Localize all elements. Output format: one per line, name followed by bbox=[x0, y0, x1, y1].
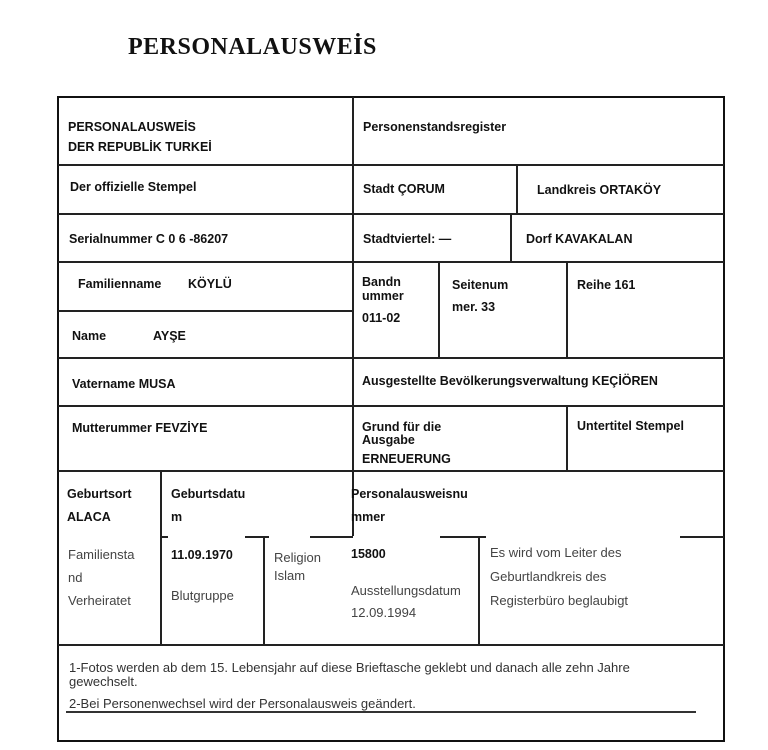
marital-label-line1: Familiensta bbox=[68, 547, 135, 562]
column-divider bbox=[352, 97, 354, 536]
id-number-label-line2: mmer bbox=[351, 510, 386, 524]
row-divider bbox=[58, 310, 353, 312]
official-stamp-label: Der offizielle Stempel bbox=[70, 180, 197, 194]
column-divider bbox=[566, 405, 568, 470]
name-value: AYŞE bbox=[153, 329, 186, 343]
birthdate-value: 11.09.1970 bbox=[171, 548, 233, 562]
page-label-line2: mer. 33 bbox=[452, 300, 496, 314]
certification-line3: Registerbüro beglaubigt bbox=[490, 593, 629, 608]
reason-label-line2: Ausgabe bbox=[362, 433, 415, 447]
religion-value: Islam bbox=[274, 568, 306, 583]
row-divider bbox=[680, 536, 724, 538]
village-field: Dorf KAVAKALAN bbox=[526, 232, 633, 246]
certification-line1: Es wird vom Leiter des bbox=[490, 545, 622, 560]
issue-date-value: 12.09.1994 bbox=[351, 605, 417, 620]
quarter-field: Stadtviertel: — bbox=[363, 232, 452, 246]
father-name-field: Vatername MUSA bbox=[72, 377, 176, 391]
issuing-authority-field: Ausgestellte Bevölkerungsverwaltung KEÇİÖREN bbox=[362, 374, 658, 388]
blood-group-label: Blutgruppe bbox=[171, 588, 234, 603]
column-divider bbox=[263, 536, 265, 644]
marital-label-line2: nd bbox=[68, 570, 83, 585]
serial-number-field: Serialnummer C 0 6 -86207 bbox=[69, 232, 229, 246]
row-divider bbox=[58, 405, 724, 407]
page-title: PERSONALAUSWEİS bbox=[128, 34, 377, 60]
surname-label: Familienname bbox=[78, 277, 162, 291]
district-field: Landkreis ORTAKÖY bbox=[537, 183, 662, 197]
page-label-line1: Seitenum bbox=[452, 278, 509, 292]
city-field: Stadt ÇORUM bbox=[363, 182, 445, 196]
birthdate-label-line2: m bbox=[171, 510, 183, 524]
row-divider bbox=[245, 536, 269, 538]
column-divider bbox=[438, 261, 440, 357]
issue-date-label: Ausstellungsdatum bbox=[351, 583, 461, 598]
reason-value: ERNEUERUNG bbox=[362, 452, 451, 466]
volume-label-line2: ummer bbox=[362, 289, 404, 303]
note-2: 2-Bei Personenwechsel wird der Personalausweis geändert. bbox=[69, 696, 416, 711]
row-divider bbox=[58, 164, 724, 166]
id-number-label-line1: Personalausweisnu bbox=[351, 487, 468, 501]
column-divider bbox=[516, 164, 518, 213]
column-divider bbox=[478, 536, 480, 644]
row-divider bbox=[58, 261, 724, 263]
row-divider bbox=[58, 470, 724, 472]
column-divider bbox=[160, 470, 162, 644]
subtitle-stamp-label: Untertitel Stempel bbox=[577, 419, 684, 433]
religion-label: Religion bbox=[274, 550, 321, 565]
id-number-value: 15800 bbox=[351, 547, 386, 561]
row-divider bbox=[58, 644, 724, 646]
issuer-line1: PERSONALAUSWEİS bbox=[68, 120, 196, 134]
row-number-field: Reihe 161 bbox=[577, 278, 636, 292]
volume-value: 011-02 bbox=[362, 311, 401, 325]
row-divider bbox=[58, 213, 724, 215]
volume-label-line1: Bandn bbox=[362, 275, 401, 289]
surname-value: KÖYLÜ bbox=[188, 277, 232, 291]
registry-label: Personenstandsregister bbox=[363, 120, 507, 134]
marital-value: Verheiratet bbox=[68, 593, 131, 608]
note-1-line1: 1-Fotos werden ab dem 15. Lebensjahr auf diese Brieftasche geklebt und danach alle zehn Jahre bbox=[69, 660, 630, 675]
note-underline bbox=[66, 711, 696, 713]
column-divider bbox=[510, 213, 512, 261]
birthplace-label: Geburtsort bbox=[67, 487, 132, 501]
reason-label-line1: Grund für die bbox=[362, 420, 442, 434]
row-divider bbox=[310, 536, 353, 538]
row-divider bbox=[58, 357, 724, 359]
issuer-line2: DER REPUBLİK TURKEİ bbox=[68, 140, 212, 154]
mother-name-field: Mutterummer FEVZİYE bbox=[72, 421, 208, 435]
column-divider bbox=[566, 261, 568, 357]
certification-line2: Geburtlandkreis des bbox=[490, 569, 607, 584]
birthdate-label-line1: Geburtsdatu bbox=[171, 487, 246, 501]
birthplace-value: ALACA bbox=[67, 510, 111, 524]
note-1-line2: gewechselt. bbox=[69, 674, 138, 689]
name-label: Name bbox=[72, 329, 107, 343]
